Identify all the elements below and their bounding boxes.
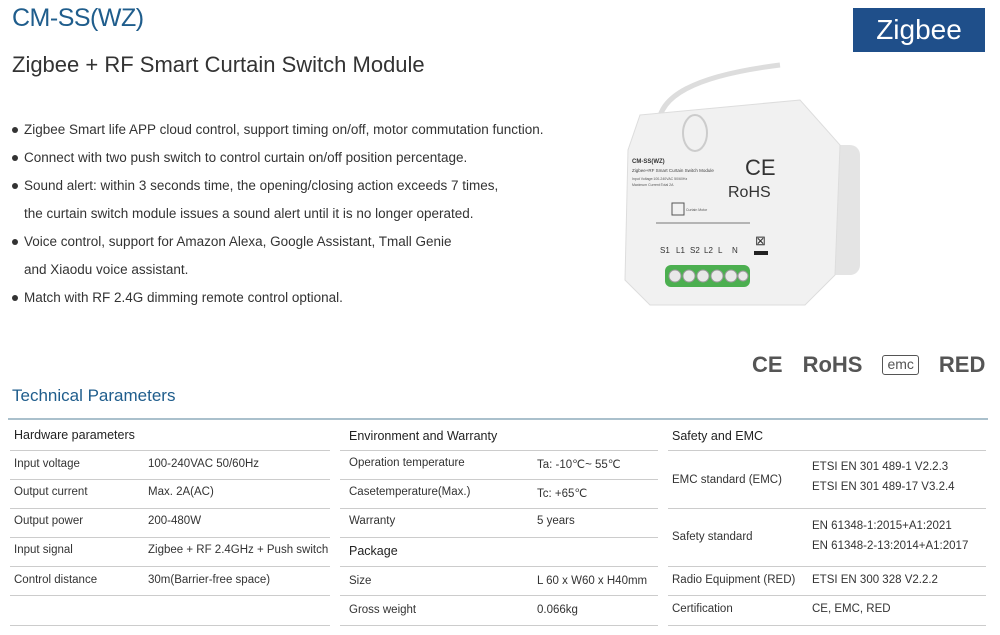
row-divider (668, 566, 986, 567)
feature-item (12, 122, 544, 137)
row-divider (668, 508, 986, 509)
terminal-label: S2 (690, 246, 700, 255)
bullet-icon (12, 295, 18, 301)
row-divider (668, 450, 986, 451)
param-value: ETSI EN 300 328 V2.2.2 (812, 574, 938, 586)
bullet-icon (12, 127, 18, 133)
param-value: EN 61348-2-13:2014+A1:2017 (812, 540, 969, 552)
bullet-icon (12, 239, 18, 245)
param-label: Safety standard (672, 531, 753, 543)
param-value: 30m(Barrier-free space) (148, 574, 271, 586)
feature-continuation: and Xiaodu voice assistant. (24, 262, 189, 277)
zigbee-badge: Zigbee (853, 8, 985, 52)
row-divider (10, 450, 330, 451)
ce-logo: CE (752, 352, 783, 377)
param-value: 200-480W (148, 515, 202, 527)
param-label: Radio Equipment (RED) (672, 574, 796, 586)
feature-item (12, 234, 451, 249)
terminal-label: N (732, 246, 738, 255)
motor-label: Curtain Motor (686, 208, 708, 212)
param-value: EN 61348-1:2015+A1:2021 (812, 520, 952, 532)
feature-text: Sound alert: within 3 seconds time, the opening/closing action exceeds 7 times, (24, 178, 499, 193)
terminal-label: L2 (704, 246, 713, 255)
bullet-icon (12, 155, 18, 161)
param-label: Control distance (14, 574, 98, 586)
terminal-label: L (718, 246, 723, 255)
product-model: CM-SS(WZ) (12, 4, 144, 32)
param-label: Output power (14, 515, 84, 527)
emc-logo: emc (882, 355, 918, 375)
feature-text: Match with RF 2.4G dimming remote control optional. (24, 290, 343, 305)
row-divider (340, 450, 658, 451)
certification-logos (752, 352, 985, 378)
rohs-mark: RoHS (728, 184, 771, 201)
row-divider (340, 537, 658, 538)
param-label: Gross weight (349, 604, 417, 616)
device-voltage-label: Input Voltage:100-240VAC 50/60Hz (632, 177, 688, 181)
param-value: ETSI EN 301 489-17 V3.2.4 (812, 481, 955, 493)
table-header: Safety and EMC (672, 429, 764, 443)
weee-icon: ⊠ (755, 233, 766, 248)
param-label: Input signal (14, 544, 73, 556)
row-divider (340, 595, 658, 596)
device-current-label: Maximum Current:Total 2A (632, 183, 674, 187)
param-value: CE, EMC, RED (812, 603, 891, 615)
row-divider (340, 508, 658, 509)
param-label: Certification (672, 603, 733, 615)
row-divider (10, 537, 330, 538)
param-value: 5 years (537, 515, 575, 527)
table-header: Package (349, 544, 398, 558)
param-value: Max. 2A(AC) (148, 486, 214, 498)
feature-text: Voice control, support for Amazon Alexa, Google Assistant, Tmall Genie (24, 234, 452, 249)
param-label: EMC standard (EMC) (672, 474, 782, 486)
param-label: Size (349, 575, 372, 587)
table-header: Hardware parameters (14, 428, 135, 442)
param-label: Warranty (349, 515, 396, 527)
row-divider (10, 566, 330, 567)
feature-text: Zigbee Smart life APP cloud control, support timing on/off, motor commutation function. (24, 122, 544, 137)
param-label: Input voltage (14, 458, 80, 470)
ce-mark: CE (745, 155, 776, 180)
feature-item (12, 150, 467, 165)
product-image (610, 55, 870, 320)
row-divider (10, 479, 330, 480)
param-label: Output current (14, 486, 88, 498)
terminal-label: S1 (660, 246, 670, 255)
row-divider (340, 625, 658, 626)
row-divider (668, 625, 986, 626)
table-header: Environment and Warranty (349, 429, 498, 443)
param-value: Zigbee + RF 2.4GHz + Push switch (148, 544, 329, 556)
terminal-label: L1 (676, 246, 685, 255)
feature-text: Connect with two push switch to control curtain on/off position percentage. (24, 150, 468, 165)
param-value: 0.066kg (537, 604, 578, 616)
red-logo: RED (938, 352, 986, 377)
row-divider (340, 566, 658, 567)
feature-item (12, 290, 343, 305)
row-divider (668, 595, 986, 596)
row-divider (10, 508, 330, 509)
param-value: 100-240VAC 50/60Hz (148, 458, 260, 470)
rohs-logo: RoHS (802, 352, 863, 377)
param-label: Operation temperature (349, 457, 465, 469)
row-divider (10, 625, 330, 626)
param-value: ETSI EN 301 489-1 V2.2.3 (812, 461, 949, 473)
feature-item (12, 178, 498, 193)
param-value: Tc: +65℃ (537, 488, 588, 500)
bullet-icon (12, 183, 18, 189)
row-divider (10, 595, 330, 596)
section-title: Technical Parameters (12, 386, 176, 405)
product-title: Zigbee + RF Smart Curtain Switch Module (12, 52, 425, 77)
row-divider (340, 479, 658, 480)
param-value: L 60 x W60 x H40mm (537, 575, 648, 587)
device-name-label: Zigbee+RF Smart Curtain Switch Module (632, 168, 714, 173)
param-value: Ta: -10℃~ 55℃ (537, 459, 621, 471)
feature-continuation: the curtain switch module issues a sound alert until it is no longer operated. (24, 206, 474, 221)
device-model-label: CM-SS(WZ) (632, 159, 665, 165)
param-label: Casetemperature(Max.) (349, 486, 471, 498)
section-divider (8, 418, 988, 420)
